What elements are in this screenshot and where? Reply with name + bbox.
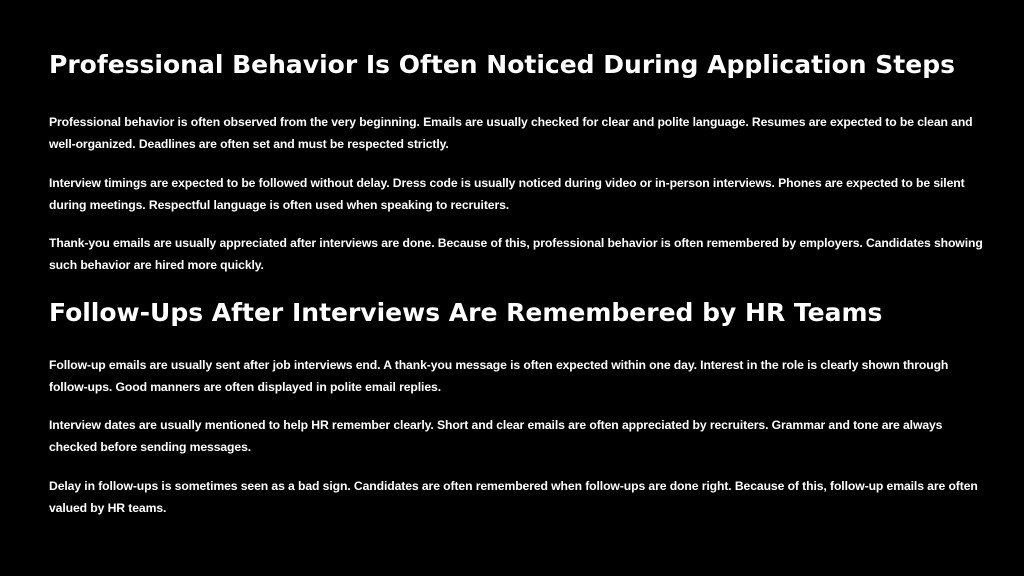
paragraph-professional-behavior-2: Interview timings are expected to be followed without delay. Dress code is usually noticed during video or in-person interviews. Phones are expected to be silent during meetings. Respectful language is often used when speaking to recruiters. (49, 176, 965, 212)
paragraph-professional-behavior-3: Thank-you emails are usually appreciated after interviews are done. Because of this, professional behavior is often remembered by employers. Candidates showing such behavior are hired more quickly. (49, 236, 983, 272)
paragraph-follow-ups-1: Follow-up emails are usually sent after job interviews end. A thank-you message is often expected within one day. Interest in the role is clearly shown through follow-ups. Good manners are often displayed in polite email replies. (49, 358, 949, 394)
paragraph-follow-ups-2: Interview dates are usually mentioned to help HR remember clearly. Short and clear emails are often appreciated by recruiters. Grammar and tone are always checked before sending messages. (49, 418, 943, 454)
section-heading-professional-behavior: Professional Behavior Is Often Noticed During Application Steps (49, 50, 955, 79)
paragraph-follow-ups-3: Delay in follow-ups is sometimes seen as a bad sign. Candidates are often remembered when follow-ups are done right. Because of this, follow-up emails are often valued by HR teams. (49, 479, 978, 515)
section-heading-follow-ups: Follow-Ups After Interviews Are Remembered by HR Teams (49, 298, 883, 327)
paragraph-professional-behavior-1: Professional behavior is often observed from the very beginning. Emails are usually checked for clear and polite language. Resumes are expected to be clean and well-organized. Deadlines are often set and must be respected strictly. (49, 115, 973, 151)
